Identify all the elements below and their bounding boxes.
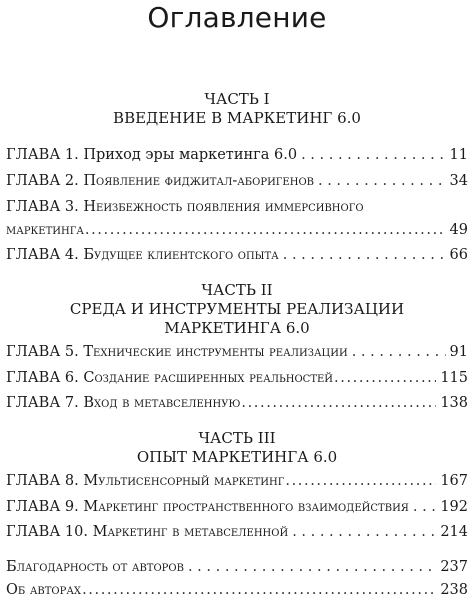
- entry-title: Мультисенсорный маркетинг: [83, 473, 285, 489]
- entry-title: Маркетинг пространственного взаимодействия: [83, 499, 409, 515]
- dot-leader: [413, 497, 436, 517]
- entry-page: 91: [449, 344, 468, 360]
- entry-page: 237: [440, 559, 468, 575]
- dot-leader: [318, 171, 446, 191]
- entry-title: Будущее клиентского опыта: [83, 247, 279, 263]
- toc-entry[interactable]: [6, 145, 468, 165]
- toc-entry[interactable]: [6, 368, 468, 388]
- dot-leader: [301, 145, 445, 165]
- entry-prefix: ГЛАВА 1.: [6, 147, 79, 163]
- dot-leader: [188, 557, 436, 577]
- entry-title: Вход в метавселенную: [83, 395, 241, 411]
- entry-prefix: ГЛАВА 7.: [6, 395, 79, 411]
- part-title: ОПЫТ МАРКЕТИНГА 6.0: [136, 448, 338, 466]
- toc-entry[interactable]: [6, 220, 468, 240]
- part-label: ЧАСТЬ II: [201, 281, 273, 299]
- dot-leader: [352, 342, 446, 362]
- entry-prefix: ГЛАВА 10.: [6, 524, 88, 540]
- entry-page: 115: [440, 370, 468, 386]
- entry-title: Маркетинг в метавселенной: [92, 524, 289, 540]
- toc-entry[interactable]: [6, 471, 468, 491]
- part-title: СРЕДА И ИНСТРУМЕНТЫ РЕАЛИЗАЦИИ: [69, 300, 405, 318]
- toc-entry[interactable]: [6, 245, 468, 265]
- entry-page: 66: [449, 247, 468, 263]
- toc-entry[interactable]: [6, 580, 468, 600]
- entry-page: 138: [440, 395, 468, 411]
- entry-title: Об авторах: [6, 582, 82, 598]
- entry-prefix: ГЛАВА 6.: [6, 370, 79, 386]
- toc-entry[interactable]: [6, 557, 468, 577]
- page-title: Оглавление: [147, 1, 327, 34]
- entry-page: 214: [440, 524, 468, 540]
- toc-entry[interactable]: [6, 342, 468, 362]
- dot-leader: [283, 245, 446, 265]
- entry-prefix: ГЛАВА 9.: [6, 499, 79, 515]
- entry-page: 192: [440, 499, 468, 515]
- entry-prefix: ГЛАВА 5.: [6, 344, 79, 360]
- entry-page: 11: [449, 147, 468, 163]
- entry-title: Технические инструменты реализации: [83, 344, 348, 360]
- dot-leader: [241, 393, 436, 413]
- entry-title: Появление фиджитал-аборигенов: [83, 173, 314, 189]
- part-label: ЧАСТЬ I: [204, 90, 270, 108]
- entry-prefix: ГЛАВА 2.: [6, 173, 79, 189]
- entry-page: 238: [440, 582, 468, 598]
- part-title: ВВЕДЕНИЕ В МАРКЕТИНГ 6.0: [113, 109, 361, 127]
- dot-leader: [85, 220, 446, 240]
- toc-entry[interactable]: [6, 497, 468, 517]
- entry-page: 49: [449, 222, 468, 238]
- entry-title: Неизбежность появления иммерсивного: [83, 199, 364, 215]
- entry-title-cont: маркетинга: [6, 222, 84, 238]
- dot-leader: [82, 580, 436, 600]
- toc-entry[interactable]: [6, 171, 468, 191]
- entry-page: 34: [449, 173, 468, 189]
- toc-entry[interactable]: [6, 522, 468, 542]
- entry-title: Благодарность от авторов: [6, 559, 184, 575]
- dot-leader: [285, 471, 436, 491]
- entry-prefix: ГЛАВА 8.: [6, 473, 79, 489]
- toc-entry[interactable]: [6, 393, 468, 413]
- entry-title: Приход эры маркетинга 6.0: [83, 147, 298, 163]
- dot-leader: [334, 368, 436, 388]
- toc-entry-first-line[interactable]: [6, 197, 468, 217]
- entry-title: Создание расширенных реальностей: [83, 370, 334, 386]
- part-label: ЧАСТЬ III: [198, 429, 276, 447]
- entry-prefix: ГЛАВА 3.: [6, 199, 79, 215]
- entry-page: 167: [440, 473, 468, 489]
- dot-leader: [292, 522, 436, 542]
- entry-prefix: ГЛАВА 4.: [6, 247, 79, 263]
- part-title: МАРКЕТИНГА 6.0: [164, 319, 310, 337]
